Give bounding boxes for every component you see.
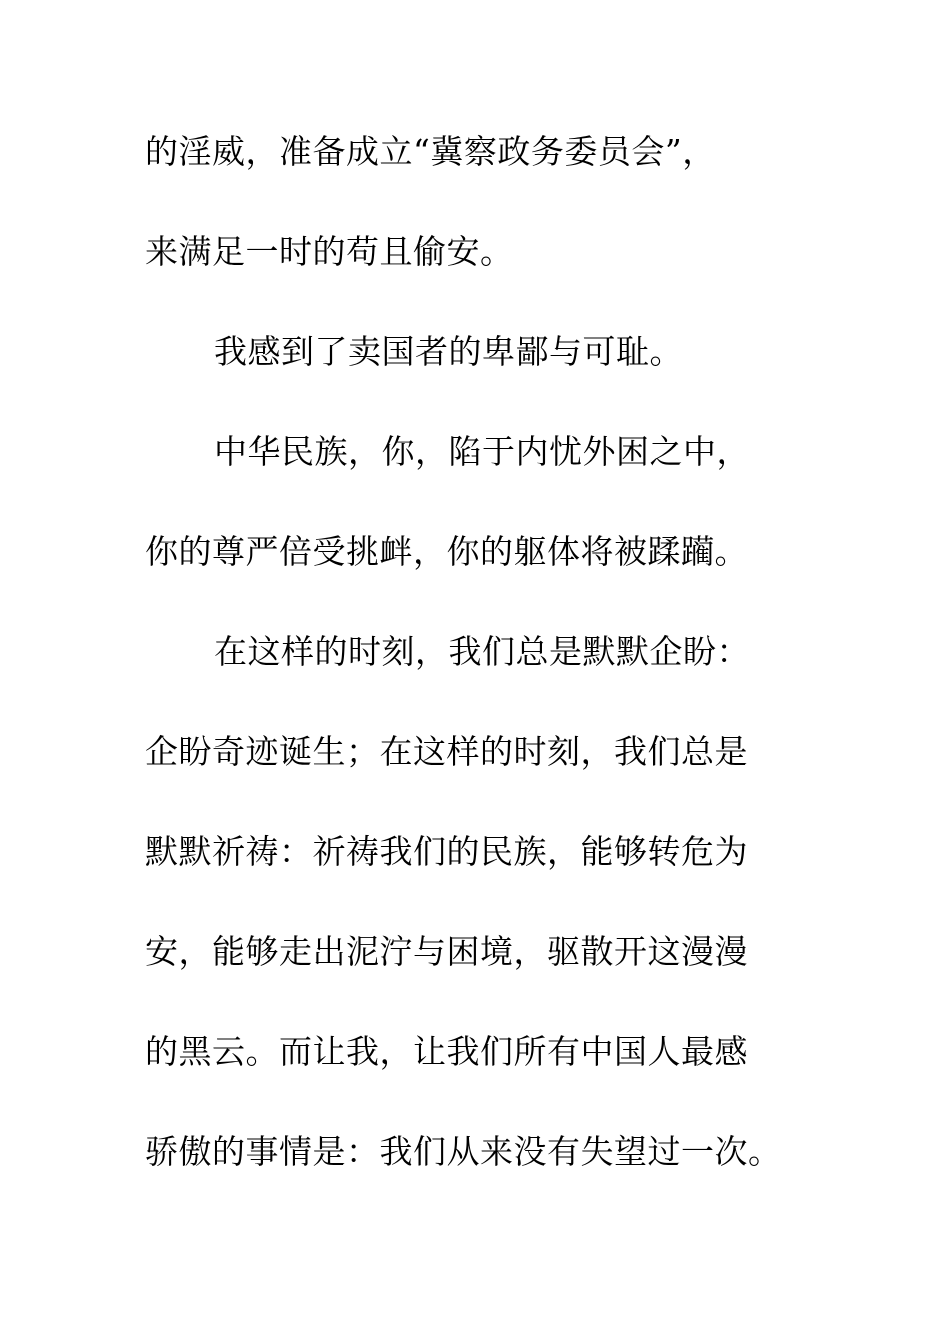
text-line-2: 来满足一时的苟且偷安。: [145, 232, 514, 271]
text-line-11: 骄傲的事情是：我们从来没有失望过一次。: [145, 1132, 782, 1171]
text-line-9: 安，能够走出泥泞与困境，驱散开这漫漫: [145, 932, 748, 971]
text-line-4: 中华民族，你，陷于内忧外困之中，: [214, 432, 750, 471]
text-line-3: 我感到了卖国者的卑鄙与可耻。: [214, 332, 683, 371]
text-line-1: 的淫威，准备成立“冀察政务委员会”，: [145, 132, 716, 171]
text-line-5: 你的尊严倍受挑衅，你的躯体将被蹂躏。: [145, 532, 748, 571]
text-line-7: 企盼奇迹诞生；在这样的时刻，我们总是: [145, 732, 748, 771]
text-line-8: 默默祈祷：祈祷我们的民族，能够转危为: [145, 832, 748, 871]
text-line-10: 的黑云。而让我，让我们所有中国人最感: [145, 1032, 748, 1071]
text-line-6: 在这样的时刻，我们总是默默企盼：: [214, 632, 750, 671]
